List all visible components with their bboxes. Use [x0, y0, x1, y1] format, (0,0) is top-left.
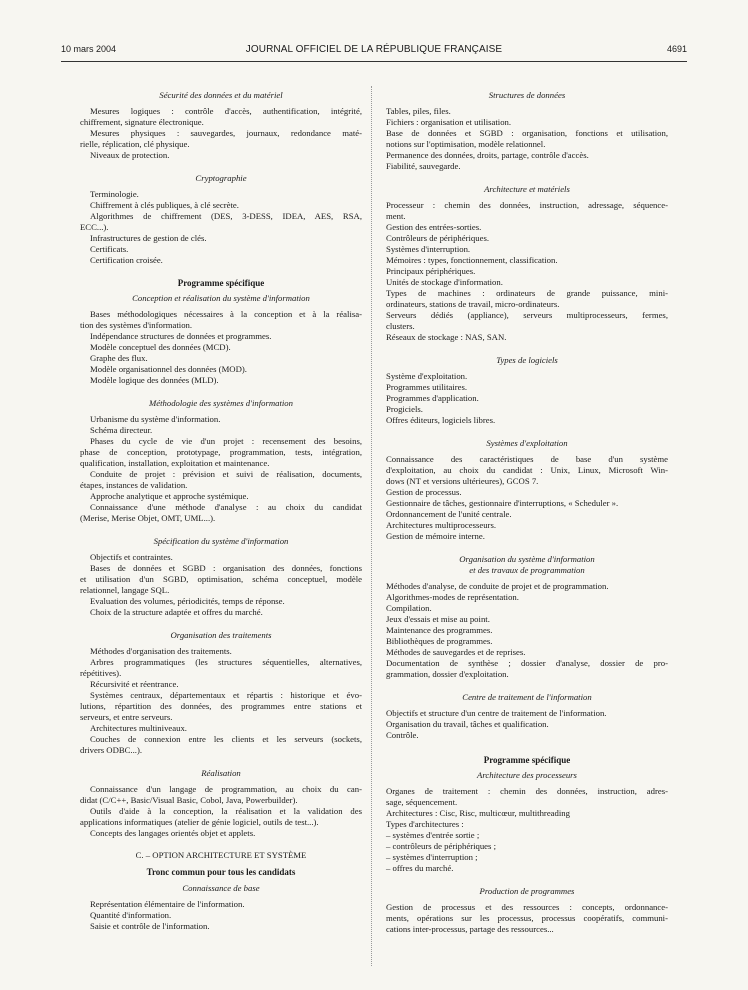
- journal-title: JOURNAL OFFICIEL DE LA RÉPUBLIQUE FRANÇAISE: [245, 44, 503, 55]
- text-line: Architectures multiniveaux.: [90, 723, 187, 733]
- text-line: cations inter-processus, partage des ressources...: [386, 924, 554, 934]
- text-line: Modèle conceptuel des données (MCD).: [90, 342, 231, 352]
- text-line: drivers ODBC...).: [80, 745, 143, 755]
- section-heading: Systèmes d'exploitation: [486, 438, 568, 448]
- text-line: Bases de données et SGBD : organisation des données, fonctions: [90, 563, 362, 573]
- text-line: Organisation du travail, tâches et qualification.: [386, 719, 549, 729]
- text-line: serveurs, et entre serveurs.: [80, 712, 173, 722]
- text-line: – contrôleurs de périphériques ;: [386, 841, 497, 851]
- text-line: ECC...).: [80, 222, 109, 232]
- text-line: Outils d'aide à la conception, la réalisation et la validation des: [90, 806, 362, 816]
- text-line: Gestion de processus et des ressources : concepts, ordonnance-: [386, 902, 668, 912]
- text-line: Indépendance structures de données et programmes.: [90, 331, 272, 341]
- text-line: grammation, dossier d'exploitation.: [386, 669, 509, 679]
- section-heading: Organisation du système d'information: [459, 554, 595, 564]
- section-heading: Spécification du système d'information: [153, 536, 289, 546]
- text-line: Gestion de processus.: [386, 487, 462, 497]
- text-line: Gestion de mémoire interne.: [386, 531, 485, 541]
- text-line: Saisie et contrôle de l'information.: [90, 921, 210, 931]
- text-line: ordinateurs, stations de travail, micro-ordinateurs.: [386, 299, 560, 309]
- text-line: et utilisation d'un SGBD, optimisation, schéma conceptuel, modèle: [80, 574, 362, 584]
- text-line: phase de conception, prototypage, programmation, tests, intégration,: [80, 447, 362, 457]
- text-line: sage, séquencement.: [386, 797, 458, 807]
- text-line: Conduite de projet : prévision et suivi de réalisation, documents,: [90, 469, 362, 479]
- section-heading: Connaissance de base: [182, 883, 260, 893]
- text-line: Algorithmes-modes de représentation.: [386, 592, 519, 602]
- text-line: Tables, piles, files.: [386, 106, 451, 116]
- text-line: Objectifs et structure d'un centre de traitement de l'information.: [386, 708, 607, 718]
- option-heading: C. – OPTION ARCHITECTURE ET SYSTÈME: [135, 850, 307, 860]
- section-heading: Production de programmes: [479, 886, 575, 896]
- text-line: Systèmes centraux, départementaux et répartis : historique et évo-: [90, 690, 362, 700]
- text-line: Bases méthodologiques nécessaires à la conception et à la réalisa-: [90, 309, 362, 319]
- text-line: Gestionnaire de tâches, gestionnaire d'interruptions, « Scheduler ».: [386, 498, 619, 508]
- text-line: Méthodes d'organisation des traitements.: [90, 646, 232, 656]
- text-line: Programmes d'application.: [386, 393, 479, 403]
- text-line: Systèmes d'interruption.: [386, 244, 471, 254]
- text-line: Compilation.: [386, 603, 432, 613]
- text-line: Connaissance des caractéristiques de base d'un système: [386, 454, 668, 464]
- text-line: Choix de la structure adaptée et offres du marché.: [90, 607, 263, 617]
- text-line: Approche analytique et approche systémique.: [90, 491, 249, 501]
- text-line: Types de machines : ordinateurs de grande puissance, mini-: [386, 288, 668, 298]
- text-line: Documentation de synthèse ; dossier d'analyse, dossier de pro-: [386, 658, 668, 668]
- text-line: Infrastructures de gestion de clés.: [90, 233, 207, 243]
- section-heading: Sécurité des données et du matériel: [159, 90, 283, 100]
- section-heading: Méthodologie des systèmes d'information: [149, 398, 293, 408]
- text-line: didat (C/C++, Basic/Visual Basic, Cobol, Java, Powerbuilder).: [80, 795, 298, 805]
- text-line: chiffrement, signature électronique.: [80, 117, 204, 127]
- text-line: Algorithmes de chiffrement (DES, 3-DESS, IDEA, AES, RSA,: [90, 211, 362, 221]
- text-line: Serveurs dédiés (appliance), serveurs multiprocesseurs, fermes,: [386, 310, 668, 320]
- text-line: Connaissance d'une méthode d'analyse : au choix du candidat: [90, 502, 362, 512]
- text-line: Fichiers : organisation et utilisation.: [386, 117, 512, 127]
- text-line: Principaux périphériques.: [386, 266, 476, 276]
- text-line: Types d'architectures :: [386, 819, 464, 829]
- column-separator: [371, 86, 372, 966]
- program-heading: Programme spécifique: [177, 278, 265, 288]
- text-line: Base de données et SGBD : organisation, fonctions et utilisation,: [386, 128, 668, 138]
- section-heading: Cryptographie: [195, 173, 247, 183]
- tronc-heading: Tronc commun pour tous les candidats: [146, 867, 296, 877]
- text-line: Schéma directeur.: [90, 425, 153, 435]
- text-line: Chiffrement à clés publiques, à clé secrète.: [90, 200, 239, 210]
- text-line: Organes de traitement : chemin des données, instruction, adres-: [386, 786, 668, 796]
- text-line: Jeux d'essais et mise au point.: [386, 614, 490, 624]
- text-line: Couches de connexion entre les clients et les serveurs (sockets,: [90, 734, 362, 744]
- text-line: Objectifs et contraintes.: [90, 552, 173, 562]
- text-line: Terminologie.: [90, 189, 139, 199]
- text-line: Ordonnancement de l'unité centrale.: [386, 509, 512, 519]
- section-heading: Organisation des traitements: [170, 630, 272, 640]
- text-line: Quantité d'information.: [90, 910, 172, 920]
- text-line: Modèle organisationnel des données (MOD).: [90, 364, 247, 374]
- text-line: Urbanisme du système d'information.: [90, 414, 221, 424]
- section-heading: Conception et réalisation du système d'information: [132, 293, 310, 303]
- text-line: – systèmes d'entrée sortie ;: [386, 830, 480, 840]
- text-line: étapes, instances de validation.: [80, 480, 188, 490]
- text-line: Arbres programmatiques (les structures séquentielles, alternatives,: [90, 657, 362, 667]
- left-column: [80, 88, 362, 932]
- text-line: Concepts des langages orientés objet et applets.: [90, 828, 256, 838]
- text-line: rielle, réplication, clé physique.: [80, 139, 190, 149]
- text-line: Niveaux de protection.: [90, 150, 170, 160]
- section-heading: Architecture des processeurs: [477, 770, 577, 780]
- text-line: Représentation élémentaire de l'information.: [90, 899, 245, 909]
- section-heading: Centre de traitement de l'information: [462, 692, 592, 702]
- text-line: répétitives).: [80, 668, 122, 678]
- running-header: [61, 44, 687, 58]
- text-line: Modèle logique des données (MLD).: [90, 375, 219, 385]
- text-line: Connaissance d'un langage de programmation, au choix du can-: [90, 784, 362, 794]
- page-number: 4691: [666, 44, 687, 54]
- text-line: lutions, répartition des données, des programmes entre stations et: [80, 701, 362, 711]
- text-line: Méthodes d'analyse, de conduite de projet et de programmation.: [386, 581, 609, 591]
- text-line: Graphe des flux.: [90, 353, 148, 363]
- text-line: Unités de stockage d'information.: [386, 277, 503, 287]
- text-line: Mémoires : types, fonctionnement, classification.: [386, 255, 558, 265]
- text-line: ments, opérations sur les processus, processus coopératifs, communi-: [386, 913, 668, 923]
- text-line: Mesures logiques : contrôle d'accès, authentification, intégrité,: [90, 106, 362, 116]
- program-heading: Programme spécifique: [483, 755, 571, 765]
- text-line: Fiabilité, sauvegarde.: [386, 161, 461, 171]
- text-line: d'exploitation, au choix du candidat : Unix, Linux, Microsoft Win-: [386, 465, 668, 475]
- text-line: relationnel, langage SQL.: [80, 585, 170, 595]
- text-line: Programmes utilitaires.: [386, 382, 468, 392]
- section-heading: Structures de données: [488, 90, 566, 100]
- header-date: 10 mars 2004: [61, 44, 117, 54]
- text-line: qualification, installation, exploitation et maintenance.: [80, 458, 270, 468]
- text-line: clusters.: [386, 321, 415, 331]
- text-line: Réseaux de stockage : NAS, SAN.: [386, 332, 507, 342]
- text-line: Bibliothèques de programmes.: [386, 636, 493, 646]
- text-line: Méthodes de sauvegardes et de reprises.: [386, 647, 526, 657]
- text-line: Certificats.: [90, 244, 129, 254]
- text-line: Maintenance des programmes.: [386, 625, 493, 635]
- text-line: Architectures multiprocesseurs.: [386, 520, 497, 530]
- text-line: Evaluation des volumes, périodicités, temps de réponse.: [90, 596, 285, 606]
- text-line: Gestion des entrées-sorties.: [386, 222, 482, 232]
- text-line: Récursivité et réentrance.: [90, 679, 179, 689]
- text-line: Certification croisée.: [90, 255, 163, 265]
- text-line: Contrôleurs de périphériques.: [386, 233, 490, 243]
- text-line: ment.: [386, 211, 406, 221]
- text-line: notions sur l'optimisation, modèle relationnel.: [386, 139, 546, 149]
- text-line: Phases du cycle de vie d'un projet : recensement des besoins,: [90, 436, 362, 446]
- section-heading: Architecture et matériels: [484, 184, 570, 194]
- text-line: Progiciels.: [386, 404, 423, 414]
- text-line: Mesures physiques : sauvegardes, journaux, redondance maté-: [90, 128, 362, 138]
- text-line: Processeur : chemin des données, instruction, adressage, séquence-: [386, 200, 668, 210]
- text-line: – offres du marché.: [386, 863, 454, 873]
- section-heading: et des travaux de programmation: [469, 565, 585, 575]
- text-line: Architectures : Cisc, Risc, multicœur, multithreading: [386, 808, 570, 818]
- section-heading: Réalisation: [201, 768, 241, 778]
- text-line: Offres éditeurs, logiciels libres.: [386, 415, 496, 425]
- text-line: tion des systèmes d'information.: [80, 320, 193, 330]
- text-line: Système d'exploitation.: [386, 371, 468, 381]
- text-line: dows (NT et versions ultérieures), GCOS 7.: [386, 476, 539, 486]
- text-line: – systèmes d'interruption ;: [386, 852, 478, 862]
- text-line: Permanence des données, droits, partage, contrôle d'accès.: [386, 150, 589, 160]
- text-line: (Merise, Merise Objet, OMT, UML...).: [80, 513, 216, 523]
- text-line: applications informatiques (atelier de génie logiciel, outils de test...).: [80, 817, 319, 827]
- right-column: [386, 88, 668, 935]
- section-heading: Types de logiciels: [496, 355, 558, 365]
- header-rule: [61, 61, 687, 62]
- text-line: Contrôle.: [386, 730, 419, 740]
